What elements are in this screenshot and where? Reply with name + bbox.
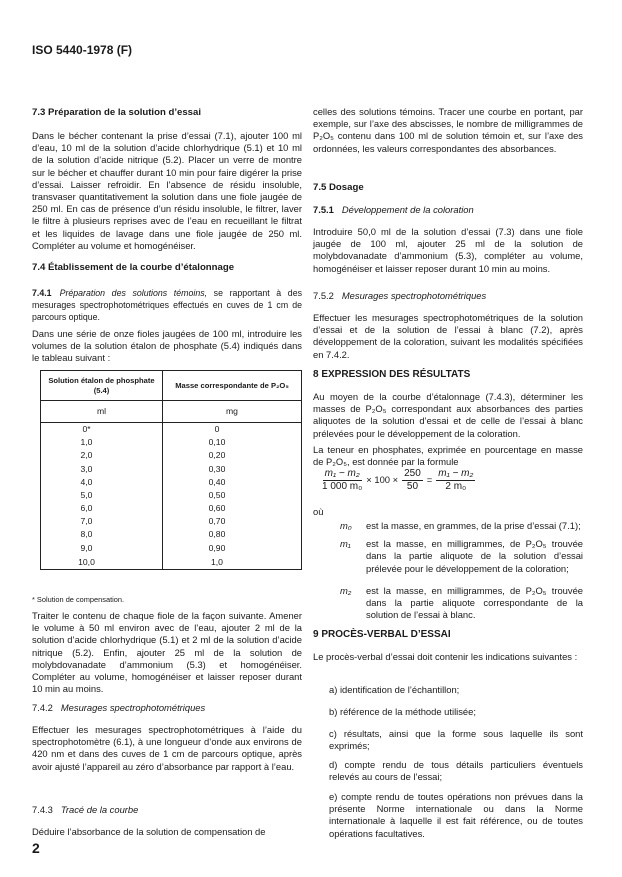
- table-intro: Dans une série de onze fioles jaugées de 100 ml, introduire les volumes de la solution étalon de phosphate (5.4) indiqués dans le tableau suivant :: [32, 328, 302, 364]
- table-row: [41, 502, 302, 515]
- report-item-c: c) résultats, ainsi que la forme sous laquelle ils sont exprimés;: [329, 728, 583, 752]
- mass-cell: 1,0: [163, 554, 302, 569]
- mass-cell: 0,30: [163, 462, 302, 475]
- volume-cell: 8,0: [41, 528, 163, 541]
- where-label: où: [313, 506, 324, 517]
- subsection-title: Mesurages spectrophotométriques: [341, 290, 487, 301]
- section-7-5-2-heading: [313, 290, 583, 302]
- subsection-title: Développement de la coloration: [341, 204, 474, 215]
- section-8-paragraph-2: La teneur en phosphates, exprimée en pourcentage en masse de P₂O₅, est donnée par la formule: [313, 444, 583, 468]
- variable-definitions: [340, 520, 583, 621]
- definition-m2: [340, 585, 583, 622]
- section-7-3-heading: 7.3 Préparation de la solution d’essai: [32, 107, 202, 118]
- section-7-5-1-text: Introduire 50,0 ml de la solution d’essai (7.3) dans une fiole jaugée de 100 ml, ajouter 25 ml de la solution de molybdovanadate d’ammonium (5.3), compléter au volume, homogénéiser et laisser reposer durant 10 min au moins.: [313, 226, 583, 274]
- unit-cell: ml: [41, 401, 163, 423]
- report-item-d: d) compte rendu de tous détails particuliers éventuels relevés au cours de l’essai;: [329, 759, 583, 783]
- table-row: [41, 488, 302, 501]
- section-7-4-3-continued: celles des solutions témoins. Tracer une courbe en portant, par exemple, sur l’axe des abscisses, le nombre de milligrammes de P₂O₅ contenu dans 100 ml de solution témoin et, sur l’axe des ordonnées, les valeurs correspondantes des absorbances.: [313, 106, 583, 154]
- table-row: [41, 528, 302, 541]
- report-item-a: a) identification de l’échantillon;: [329, 684, 460, 695]
- paragraph: se rapportant à des mesurages spectrophotométriques effectués en cuves de 1 cm de parcours optique.: [32, 288, 302, 323]
- calibration-table-wrap: [40, 370, 302, 570]
- formula-denominator: 2 m₀: [445, 481, 467, 492]
- volume-cell: 10,0: [41, 554, 163, 569]
- section-7-4-2-heading: [32, 702, 302, 714]
- column-header: Solution étalon de phosphate (5.4): [41, 371, 163, 401]
- section-7-5-1-heading: [313, 204, 583, 216]
- definition-text: est la masse, en milligrammes, de P₂O₅ trouvée dans la partie aliquote de la solution d’essai prélevée pour le développement de la coloration;: [366, 538, 583, 574]
- unit-cell: mg: [163, 401, 302, 423]
- definition-text: est la masse, en grammes, de la prise d’essai (7.1);: [366, 520, 581, 531]
- mass-cell: 0,70: [163, 515, 302, 528]
- table-row: [41, 449, 302, 462]
- mass-cell: 0: [163, 423, 302, 436]
- calibration-table: [40, 370, 302, 570]
- volume-cell: 2,0: [41, 449, 163, 462]
- section-number: 7.5.2: [313, 290, 334, 301]
- mass-cell: 0,50: [163, 488, 302, 501]
- volume-cell: 3,0: [41, 462, 163, 475]
- variable: m₂: [340, 584, 352, 596]
- formula-operator: × 100 ×: [366, 474, 399, 486]
- report-item-b: b) référence de la méthode utilisée;: [329, 706, 476, 717]
- table-row: [41, 554, 302, 569]
- table-row: [41, 436, 302, 449]
- section-7-4-2-text: Effectuer les mesurages spectrophotométriques à l’aide du spectrophotomètre (6.1), à une longueur d’onde aux environs de 420 nm et dans des cuves de 1 cm de parcours optique, après avoir ajusté l’appareil au zéro d’absorbance par rapport à l’eau.: [32, 724, 302, 772]
- table-row: [41, 541, 302, 554]
- subsection-title: Tracé de la courbe: [60, 804, 139, 815]
- section-number: 7.5.1: [313, 204, 334, 215]
- definition-m0: [340, 520, 583, 532]
- document-header: ISO 5440-1978 (F): [32, 43, 133, 57]
- section-7-3-text: Dans le bécher contenant la prise d’essai (7.1), ajouter 100 ml d’eau, 10 ml de la solution d’acide chlorhydrique (5.1) et 10 ml de la solution d’acide nitrique (5.2). Placer un verre de montre sur le bécher et chauffer durant 10 min pour faire digérer la prise d’essai. Laisser refroidir. En l’absence de résidu insoluble, transvaser quantitativement la solution dans une fiole jaugée de 250 ml. En cas de présence d’un résidu insoluble, le filtrer, laver le filtre à plusieurs reprises avec de l’eau en recueillant le filtrat et les liquides de lavage dans une fiole jaugée de 250 ml. Compléter au volume et homogénéiser.: [32, 130, 302, 251]
- definition-m1: [340, 538, 583, 575]
- section-number: 7.4.3: [32, 804, 53, 815]
- section-9-intro: Le procès-verbal d’essai doit contenir les indications suivantes :: [313, 651, 578, 662]
- formula-numerator: m₁ − m₂: [438, 468, 474, 479]
- mass-cell: 0,60: [163, 502, 302, 515]
- table-footnote: * Solution de compensation.: [32, 595, 125, 604]
- column-header: Masse correspondante de P₂O₅: [163, 371, 302, 401]
- section-7-4-heading: 7.4 Établissement de la courbe d’étalonnage: [32, 262, 235, 273]
- volume-cell: 0*: [41, 423, 163, 436]
- mass-cell: 0,80: [163, 528, 302, 541]
- section-7-5-2-text: Effectuer les mesurages spectrophotométriques de la solution d’essai et de la solution de l’essai à blanc (7.2), après développement de la coloration, suivant les modalités spécifiées en 7.4.2.: [313, 312, 583, 360]
- formula-numerator: m₁ − m₂: [324, 468, 360, 479]
- formula-equals: =: [426, 474, 433, 486]
- page-number: 2: [32, 840, 40, 856]
- mass-cell: 0,20: [163, 449, 302, 462]
- subsection-title: Mesurages spectrophotométriques: [60, 702, 206, 713]
- section-7-4-3-heading: [32, 804, 302, 816]
- section-8-heading: 8 EXPRESSION DES RÉSULTATS: [313, 369, 471, 380]
- mass-cell: 0,90: [163, 541, 302, 554]
- mass-cell: 0,10: [163, 436, 302, 449]
- variable: m₀: [340, 520, 352, 531]
- definition-text: est la masse, en milligrammes, de P₂O₅ trouvée dans la partie aliquote correspondante de la solution de l’essai à blanc.: [366, 584, 583, 621]
- volume-cell: 1,0: [41, 436, 163, 449]
- volume-cell: 9,0: [41, 541, 163, 554]
- formula: [322, 468, 475, 493]
- mass-cell: 0,40: [163, 475, 302, 488]
- section-7-5-heading: 7.5 Dosage: [313, 182, 364, 193]
- formula-numerator: 250: [404, 468, 421, 479]
- volume-cell: 7,0: [41, 515, 163, 528]
- table-row: [41, 462, 302, 475]
- section-number: 7.4.2: [32, 702, 53, 713]
- table-row: [41, 515, 302, 528]
- table-row: [41, 475, 302, 488]
- report-item-e: e) compte rendu de toutes opérations non prévues dans la présente Norme internationale ou dans la Norme internationale à laquelle il est fait référence, ou de toutes opérations facultatives.: [329, 791, 583, 839]
- formula-denominator: 1 000 m₀: [322, 481, 363, 492]
- treatment-text: Traiter le contenu de chaque fiole de la façon suivante. Amener le volume à 50 ml environ avec de l’eau, ajouter 2 ml de la solution d’acide chlorhydrique (5.1) et 2 ml de la solution d’acide nitrique (5.2). Enfin, ajouter 25 ml de la solution de molybdovanadate d’ammonium (5.3) et homogénéiser. Compléter au volume, homogénéiser et laisser reposer durant 10 min au moins.: [32, 610, 302, 695]
- formula-denominator: 50: [406, 481, 419, 492]
- volume-cell: 5,0: [41, 488, 163, 501]
- section-8-paragraph-1: Au moyen de la courbe d’étalonnage (7.4.3), déterminer les masses de P₂O₅ correspondant aux absorbances des parties aliquotes de la solution d’essai et de celle de l’essai à blanc prélevées pour le développement de la coloration.: [313, 391, 583, 439]
- variable: m₁: [340, 538, 351, 550]
- volume-cell: 6,0: [41, 502, 163, 515]
- table-row: [41, 423, 302, 436]
- volume-cell: 4,0: [41, 475, 163, 488]
- section-7-4-3-text: Déduire l’absorbance de la solution de compensation de: [32, 826, 266, 837]
- section-number: 7.4.1: [32, 288, 52, 298]
- subsection-title: Préparation des solutions témoins,: [59, 288, 208, 298]
- section-7-4-1-text: [32, 287, 302, 324]
- section-9-heading: 9 PROCÈS-VERBAL D’ESSAI: [313, 629, 451, 640]
